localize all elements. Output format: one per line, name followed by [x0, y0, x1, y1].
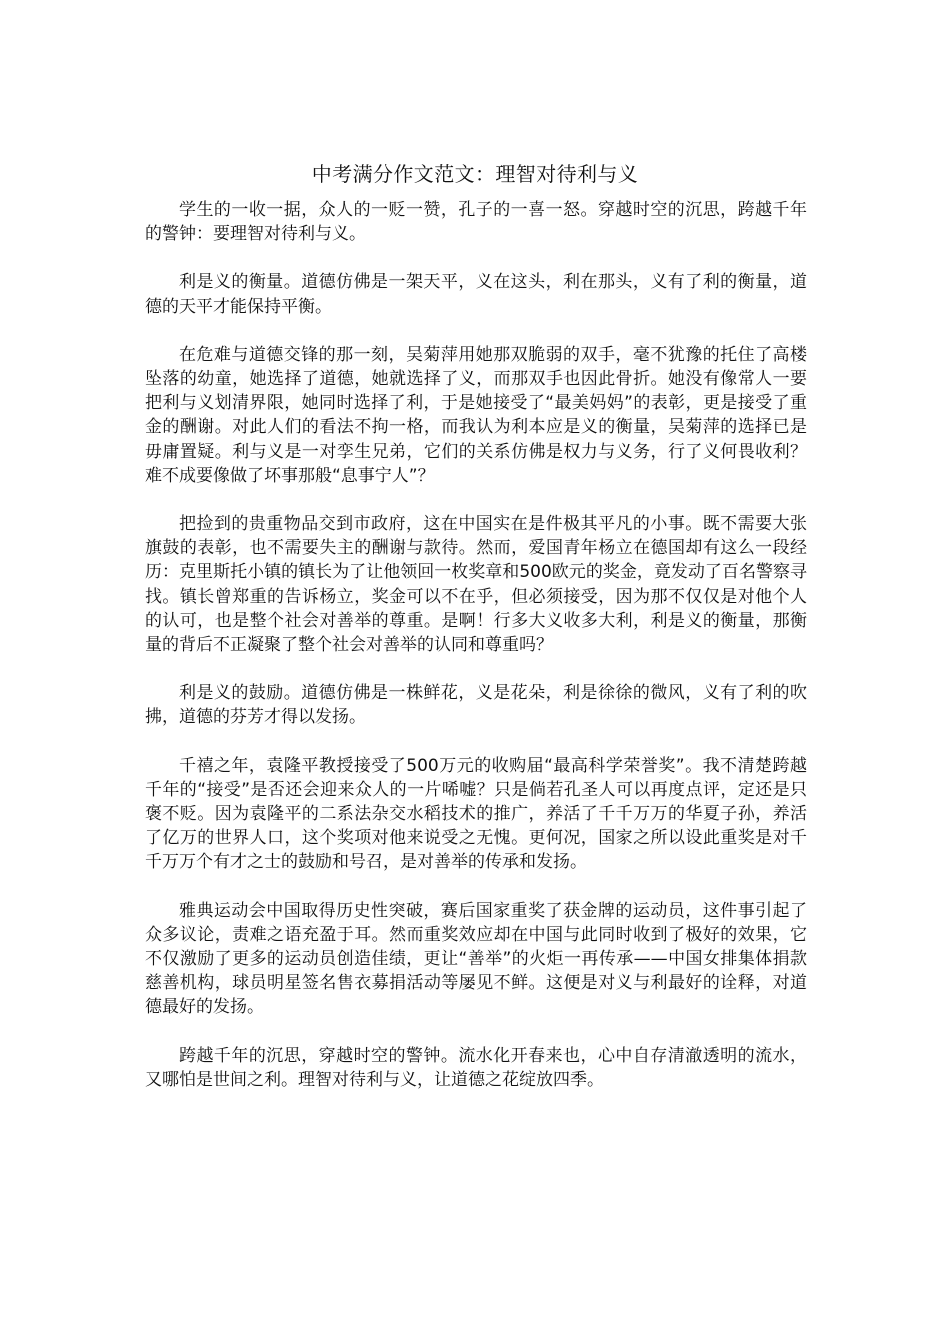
document-title: 中考满分作文范文：理智对待利与义	[311, 162, 639, 186]
paragraph-6: 千禧之年，袁隆平教授接受了500万元的收购届“最高科学荣誉奖”。我不清楚跨越千年的“接受”是否还会迎来众人的一片唏嘘？只是倘若孔圣人可以再度点评，定还是只褒不贬。因为袁隆平的二系法杂交水稻技术的推广，养活了千千万万的华夏子孙，养活了亿万的世界人口，这个奖项对他来说受之无愧。更何况，国家之所以设此重奖是对千千万万个有才之士的鼓励和号召，是对善举的传承和发扬。	[145, 755, 807, 873]
paragraph-2: 利是义的衡量。道德仿佛是一架天平，义在这头，利在那头，义有了利的衡量，道德的天平才能保持平衡。	[145, 272, 807, 317]
paragraph-3: 在危难与道德交锋的那一刻，吴菊萍用她那双脆弱的双手，毫不犹豫的托住了高楼坠落的幼童，她选择了道德，她就选择了义，而那双手也因此骨折。她没有像常人一要把利与义划清界限，她同时选择了利，于是她接受了“最美妈妈”的表彰，更是接受了重金的酬谢。对此人们的看法不拘一格，而我认为利本应是义的衡量，吴菊萍的选择已是毋庸置疑。利与义是一对孪生兄弟，它们的关系仿佛是权力与义务，行了义何畏收利？难不成要像做了坏事那般“息事宁人”？	[145, 344, 807, 486]
paragraph-4: 把捡到的贵重物品交到市政府，这在中国实在是件极其平凡的小事。既不需要大张旗鼓的表彰，也不需要失主的酬谢与款待。然而，爱国青年杨立在德国却有这么一段经历：克里斯托小镇的镇长为了让他领回一枚奖章和500欧元的奖金，竟发动了百名警察寻找。镇长曾郑重的告诉杨立，奖金可以不在乎，但必须接受，因为那不仅仅是对他个人的认可，也是整个社会对善举的尊重。是啊！行多大义收多大利，利是义的衡量，那衡量的背后不正凝聚了整个社会对善举的认同和尊重吗？	[145, 514, 807, 656]
document-body	[145, 198, 807, 1116]
paragraph-1: 学生的一收一据，众人的一贬一赞，孔子的一喜一怒。穿越时空的沉思，跨越千年的警钟：要理智对待利与义。	[145, 200, 807, 245]
paragraph-7: 雅典运动会中国取得历史性突破，赛后国家重奖了获金牌的运动员，这件事引起了众多议论，责难之语充盈于耳。然而重奖效应却在中国与此同时收到了极好的效果，它不仅激励了更多的运动员创造佳绩，更让“善举”的火炬一再传承——中国女排集体捐款慈善机构，球员明星签名售衣募捐活动等屡见不鲜。这便是对义与利最好的诠释，对道德最好的发扬。	[145, 900, 807, 1018]
paragraph-8: 跨越千年的沉思，穿越时空的警钟。流水化开春来也，心中自存清澈透明的流水，又哪怕是世间之利。理智对待利与义，让道德之花绽放四季。	[145, 1045, 807, 1090]
paragraph-5: 利是义的鼓励。道德仿佛是一株鲜花，义是花朵，利是徐徐的微风，义有了利的吹拂，道德的芬芳才得以发扬。	[145, 683, 807, 728]
